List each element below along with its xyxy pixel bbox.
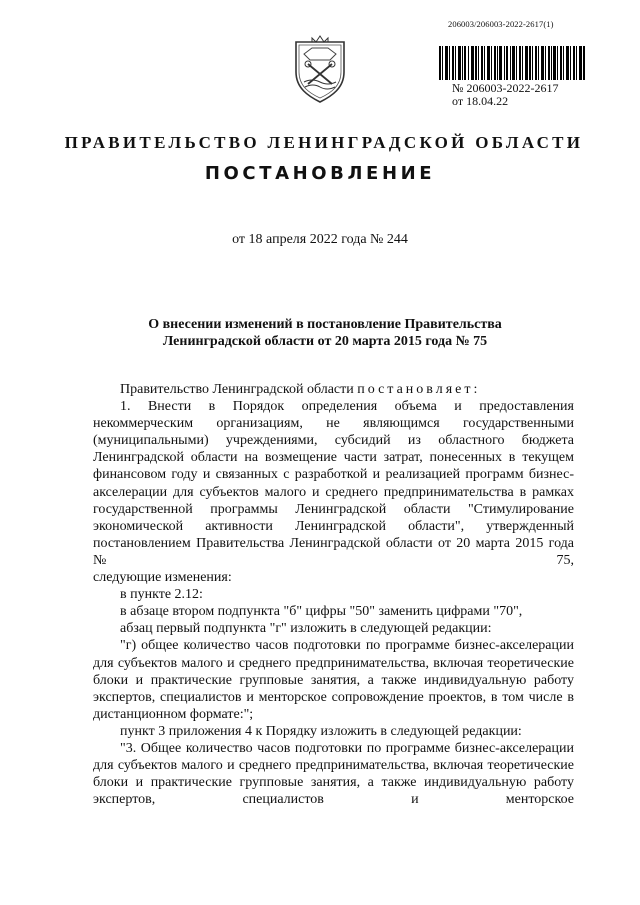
registration-stamp-top: 206003/206003-2022-2617(1) [448,19,554,29]
paragraph-first-abzac: абзац первый подпункта "г" изложить в следующей редакции: [120,621,492,637]
paragraph-point-3-annex: пункт 3 приложения 4 к Порядку изложить в следующей редакции: [120,723,522,739]
paragraph-point-2-12: в пункте 2.12: [120,587,203,603]
barcode-icon [438,46,586,80]
item-1-ending: следующие изменения: [93,570,232,586]
paragraph-subpoint-g: "г) общее количество часов подготовки по программе бизнес-акселерации для субъектов малого и среднего предпринимательства, включая теоретические блоки и практические групповые занятия, а также индивидуальную работу экспертов, специалистов и менторское сопровождение проектов, в том числе в дистанционном формате:"; [93,638,574,722]
subject-line-2: Ленинградской области от 20 марта 2015 года № 75 [162,334,488,349]
subject-line-1: О внесении изменений в постановление Правительства [148,317,502,332]
registration-date: от 18.04.22 [452,94,509,108]
leningrad-oblast-coat-of-arms-icon [290,34,350,104]
document-type-title: ПОСТАНОВЛЕНИЕ [204,163,436,184]
intro-resolves: постановляет: [357,382,481,397]
registration-block [452,82,558,108]
intro-paragraph [93,381,574,398]
paragraph-second-abzac: в абзаце втором подпункта "б" цифры "50" заменить цифрами "70", [120,604,523,620]
registration-number: № 206003-2022-2617 [452,81,559,95]
government-title: ПРАВИТЕЛЬСТВО ЛЕНИНГРАДСКОЙ ОБЛАСТИ [64,133,584,152]
decree-date-number: от 18 апреля 2022 года № 244 [232,232,408,247]
intro-prefix: Правительство Ленинградской области [120,382,358,397]
decree-subject [120,316,530,350]
paragraph-point-3-text: "3. Общее количество часов подготовки по программе бизнес-акселерации для субъектов малого и среднего предпринимательства, включая теоретические блоки и практические групповые занятия, а также индивидуальную работу экспертов, специалистов и менторское [93,740,574,808]
item-1-paragraph: 1. Внести в Порядок определения объема и предоставления некоммерческим организациям, не являющимся государственными (муниципальными) учреждениями, субсидий из областного бюджета Ленинградской области на возмещение части затрат, понесенных в текущем финансовом году и связанных с разработкой и реализацией программ бизнес-акселерации для субъектов малого и среднего предпринимательства в рамках государственной программы Ленинградской области "Стимулирование экономической активности Ленинградской области", утвержденный постановлением Правительства Ленинградской области от 20 марта 2015 года № 75, [93,399,574,568]
decree-body [93,381,574,808]
